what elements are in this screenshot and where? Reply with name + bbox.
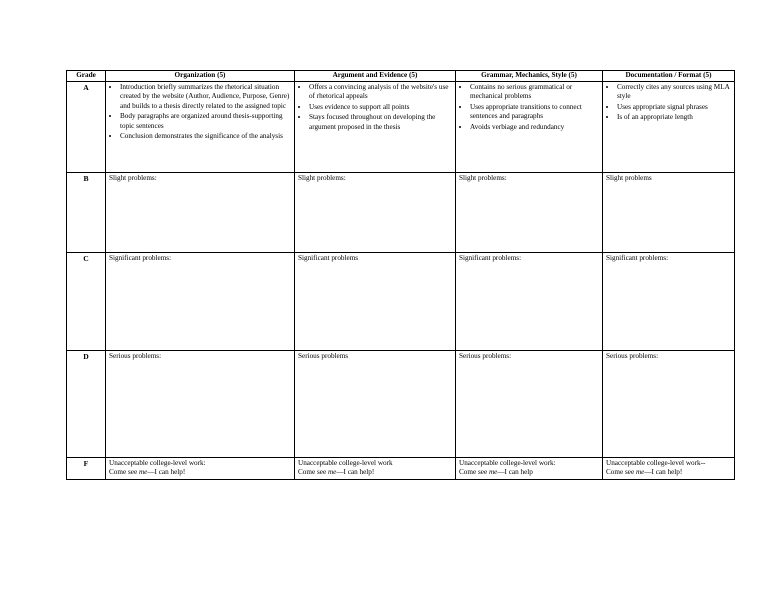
- help-text: —I can help!: [147, 468, 186, 476]
- come-see-text: Come see: [606, 468, 636, 476]
- criteria-list: [459, 83, 599, 133]
- cell-d-argument: Serious problems: [295, 350, 456, 457]
- grade-cell-d: D: [67, 350, 106, 457]
- cell-f-organization: [106, 457, 295, 479]
- header-grammar: Grammar, Mechanics, Style (5): [456, 71, 603, 82]
- me-emphasis: me: [327, 468, 337, 476]
- cell-c-grammar: Significant problems:: [456, 252, 603, 350]
- row-grade-c: [67, 252, 735, 350]
- cell-f-grammar: [456, 457, 603, 479]
- row-grade-b: [67, 172, 735, 252]
- me-emphasis: me: [488, 468, 498, 476]
- unacceptable-text: Unacceptable college-level work: [298, 458, 393, 467]
- cell-f-documentation: [603, 457, 735, 479]
- row-grade-d: [67, 350, 735, 457]
- help-text: —I can help!: [644, 468, 683, 476]
- me-emphasis: me: [138, 468, 148, 476]
- cell-a-organization: [106, 81, 295, 172]
- cell-a-argument: [295, 81, 456, 172]
- row-grade-f: [67, 457, 735, 479]
- grade-cell-c: C: [67, 252, 106, 350]
- header-argument: Argument and Evidence (5): [295, 71, 456, 82]
- help-text: —I can help: [497, 468, 533, 476]
- row-grade-a: [67, 81, 735, 172]
- cell-d-organization: Serious problems:: [106, 350, 295, 457]
- cell-b-argument: Slight problems:: [295, 172, 456, 252]
- criterion-item: • Uses appropriate transitions to connect sentences and paragraphs: [470, 103, 599, 122]
- cell-b-documentation: Slight problems: [603, 172, 735, 252]
- unacceptable-text: Unacceptable college-level work:: [109, 458, 206, 467]
- criterion-item: • Stays focused throughout on developing the argument proposed in the thesis: [309, 113, 452, 132]
- cell-d-documentation: Serious problems:: [603, 350, 735, 457]
- criterion-item: • Is of an appropriate length: [617, 113, 731, 123]
- criterion-item: • Avoids verbiage and redundancy: [470, 123, 599, 133]
- come-see-text: Come see: [109, 468, 139, 476]
- header-row: [67, 71, 735, 82]
- help-text: —I can help!: [336, 468, 375, 476]
- grading-rubric-table: [66, 70, 735, 480]
- cell-f-argument: [295, 457, 456, 479]
- grade-cell-b: B: [67, 172, 106, 252]
- cell-a-documentation: [603, 81, 735, 172]
- cell-d-grammar: Serious problems:: [456, 350, 603, 457]
- criterion-item: • Contains no serious grammatical or mechanical problems: [470, 83, 599, 102]
- cell-b-grammar: Slight problems:: [456, 172, 603, 252]
- criterion-item: • Uses appropriate signal phrases: [617, 103, 731, 113]
- cell-a-grammar: [456, 81, 603, 172]
- cell-c-argument: Significant problems: [295, 252, 456, 350]
- grade-cell-a: A: [67, 81, 106, 172]
- grade-cell-f: F: [67, 457, 106, 479]
- cell-c-documentation: Significant problems:: [603, 252, 735, 350]
- me-emphasis: me: [635, 468, 645, 476]
- header-documentation: Documentation / Format (5): [603, 71, 735, 82]
- criterion-item: • Introduction briefly summarizes the rhetorical situation created by the website (Author, Audience, Purpose, Genre) and builds to a thesis directly related to the assigned topic: [120, 83, 291, 112]
- criteria-list: [606, 83, 731, 123]
- criteria-list: [109, 83, 291, 142]
- criterion-item: • Body paragraphs are organized around thesis-supporting topic sentences: [120, 112, 291, 131]
- unacceptable-text: Unacceptable college-level work:: [459, 458, 556, 467]
- criterion-item: • Offers a convincing analysis of the website's use of rhetorical appeals: [309, 83, 452, 102]
- criterion-item: • Uses evidence to support all points: [309, 103, 452, 113]
- criterion-item: • Correctly cites any sources using MLA style: [617, 83, 731, 102]
- header-organization: Organization (5): [106, 71, 295, 82]
- come-see-text: Come see: [459, 468, 489, 476]
- unacceptable-text: Unacceptable college-level work--: [606, 458, 706, 467]
- come-see-text: Come see: [298, 468, 328, 476]
- header-grade: Grade: [67, 71, 106, 82]
- criteria-list: [298, 83, 452, 133]
- cell-c-organization: Significant problems:: [106, 252, 295, 350]
- cell-b-organization: Slight problems:: [106, 172, 295, 252]
- criterion-item: • Conclusion demonstrates the significance of the analysis: [120, 132, 291, 142]
